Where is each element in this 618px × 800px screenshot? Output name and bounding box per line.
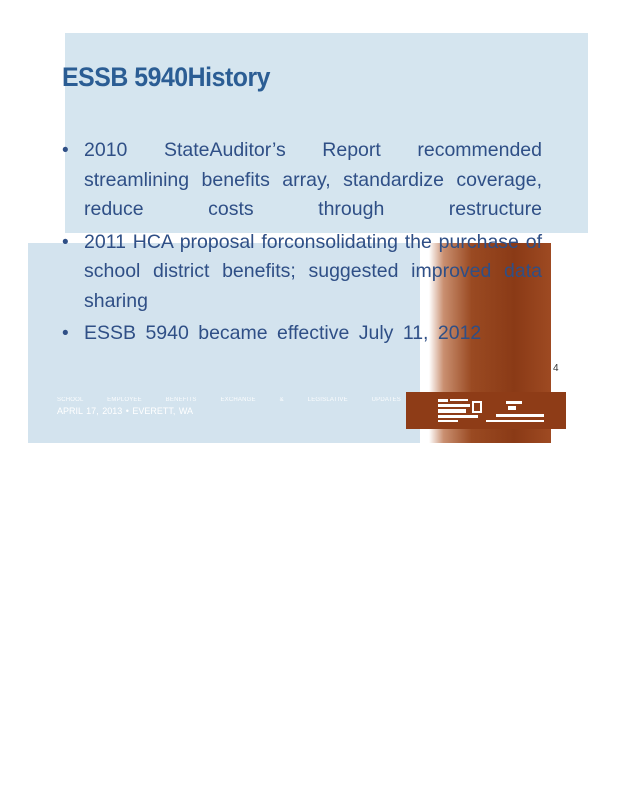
slide-title: ESSB 5940History	[62, 62, 271, 92]
footer-date-location: APRIL 17, 2013 • EVERETT, WA	[57, 406, 194, 416]
bullet-dot-icon: •	[62, 231, 69, 253]
bullet-text: 2011 HCA proposal forconsolidating the purchase of school district benefits; suggested improved data sharing	[84, 230, 542, 312]
logo-mark-icon	[436, 397, 546, 425]
bullet-dot-icon: •	[62, 323, 69, 344]
bullet-item	[62, 319, 542, 349]
footer-organization: SCHOOL EMPLOYEE BENEFITS EXCHANGE & LEGISLATIVE UPDATES	[57, 397, 401, 403]
bullet-item	[62, 228, 542, 317]
bullet-dot-icon: •	[62, 140, 69, 161]
bullet-text: ESSB 5940 became effective July 11, 2012	[84, 322, 482, 344]
bullet-text: 2010 StateAuditor’s Report recommended streamlining benefits array, standardize coverage, reduce costs through restructure	[84, 139, 542, 220]
bullet-list	[62, 136, 542, 352]
bullet-item	[62, 136, 542, 225]
page-number: 4	[553, 363, 559, 374]
